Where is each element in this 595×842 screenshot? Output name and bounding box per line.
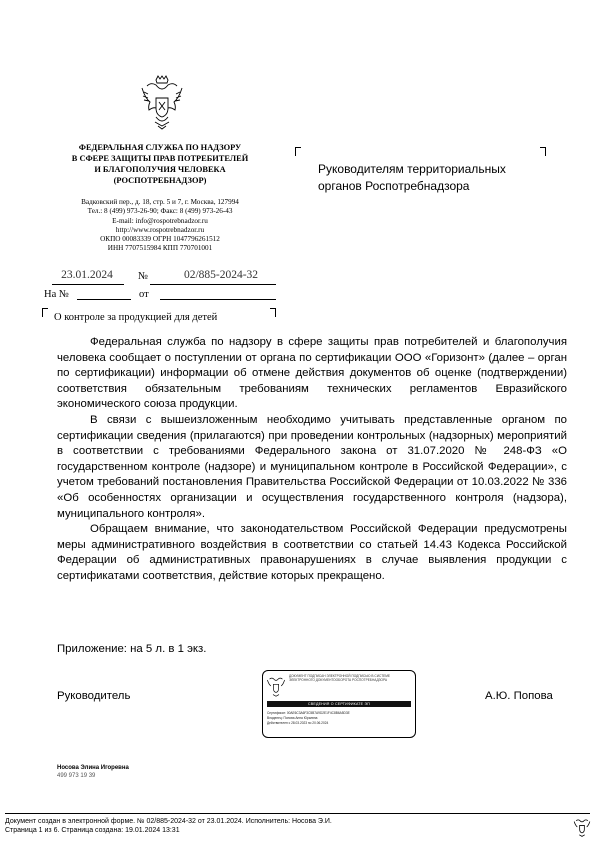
document-subject: О контроле за продукцией для детей	[54, 312, 218, 323]
body-paragraph: В связи с вышеизложенным необходимо учитывать представленные органом по сертификации сведения (прилагаются) при проведении контрольных (надзорных) мероприятий в соответствии с требованиями Федерального закона от 31.07.2020 № 248-ФЗ «О государственном контроле (надзоре) и муниципальном контроле в Российской Федерации», с учетом требований постановления Правительства Российской Федерации от 10.03.2022 № 336 «Об особенностях организации и осуществления государственного контроля (надзора), муниципального контроля».	[57, 413, 567, 520]
corner-bracket	[270, 308, 276, 317]
reference-underline	[77, 299, 131, 300]
stamp-title: СВЕДЕНИЯ О СЕРТИФИКАТЕ ЭП	[267, 701, 411, 707]
website: http://www.rospotrebnadzor.ru	[115, 225, 205, 234]
organization-name: ФЕДЕРАЛЬНАЯ СЛУЖБА ПО НАДЗОРУ В СФЕРЕ ЗАЩИТЫ ПРАВ ПОТРЕБИТЕЛЕЙ И БЛАГОПОЛУЧИЯ ЧЕЛОВЕКА (РОСПОТРЕБНАДЗОР)	[71, 143, 249, 185]
reference-label: На №	[44, 289, 69, 300]
body-paragraph: Федеральная служба по надзору в сфере защиты прав потребителей и благополучия человека сообщает о поступлении от органа по сертификации ООО «Горизонт» (далее – орган по сертификации) информации об отмене действия документов об оценке (подтверждении) соответствия обязательным требованиям технических регламентов Евразийского экономического союза продукции.	[57, 336, 567, 411]
number-label: №	[138, 271, 149, 282]
executor-name: Носова Элина Игоревна	[57, 765, 129, 771]
signer-name: А.Ю. Попова	[485, 690, 553, 702]
registration-number: 02/885-2024-32	[183, 269, 259, 281]
letter-body	[57, 335, 567, 585]
inn-kpp: ИНН 7707515984 КПП 770701001	[107, 244, 213, 253]
coat-of-arms-icon	[266, 674, 286, 698]
registration-date: 23.01.2024	[61, 269, 113, 281]
organization-contacts	[45, 198, 275, 254]
corner-bracket	[295, 147, 301, 156]
body-paragraph: Обращаем внимание, что законодательством Российской Федерации предусмотрены меры административного воздействия в соответствии со статьей 14.43 Кодекса Российской Федерации об административных правонарушениях в случае выявления продукции с сертификатами соответствия, действие которых прекращено.	[57, 523, 567, 582]
footer-divider	[5, 813, 590, 814]
from-label: от	[139, 289, 149, 300]
coat-of-arms-icon	[139, 74, 185, 130]
corner-bracket	[42, 308, 48, 317]
executor-info	[57, 764, 129, 780]
e-signature-stamp	[262, 670, 416, 738]
date-underline	[52, 284, 124, 285]
attachment-note: Приложение: на 5 л. в 1 экз.	[57, 643, 207, 655]
okpo-ogrn: ОКПО 00083339 ОГРН 1047796261512	[100, 235, 220, 244]
page-footer: Документ создан в электронной форме. № 02/885-2024-32 от 23.01.2024. Исполнитель: Носова Э.И. Страница 1 из 6. Страница создана: 19.01.2024 13:31	[5, 818, 332, 834]
email: E-mail: info@rospotrebnadzor.ru	[112, 216, 208, 225]
coat-of-arms-icon	[573, 816, 591, 838]
recipient: Руководителям территориальных органов Роспотребнадзора	[318, 162, 506, 193]
signer-role: Руководитель	[57, 690, 131, 702]
executor-phone: 499 973 19 39	[57, 773, 96, 779]
stamp-details: Сертификат: 00AE6C3A6F3C5B7A9D2E1F4C8B6A5D3E Владелец: Попова Анна Юрьевна Действителен с 28.03.2023 по 20.06.2024	[267, 711, 350, 725]
number-underline	[150, 284, 276, 285]
corner-bracket	[540, 147, 546, 156]
address: Вадковский пер., д. 18, стр. 5 и 7, г. Москва, 127994	[81, 198, 239, 206]
stamp-header: ДОКУМЕНТ ПОДПИСАН ЭЛЕКТРОННОЙ ПОДПИСЬЮ В СИСТЕМЕ ЭЛЕКТРОННОГО ДОКУМЕНТООБОРОТА РОСПОТРЕБНАДЗОРА	[289, 674, 391, 682]
from-underline	[160, 299, 276, 300]
phone-fax: Тел.: 8 (499) 973-26-90; Факс: 8 (499) 973-26-43	[87, 207, 233, 216]
